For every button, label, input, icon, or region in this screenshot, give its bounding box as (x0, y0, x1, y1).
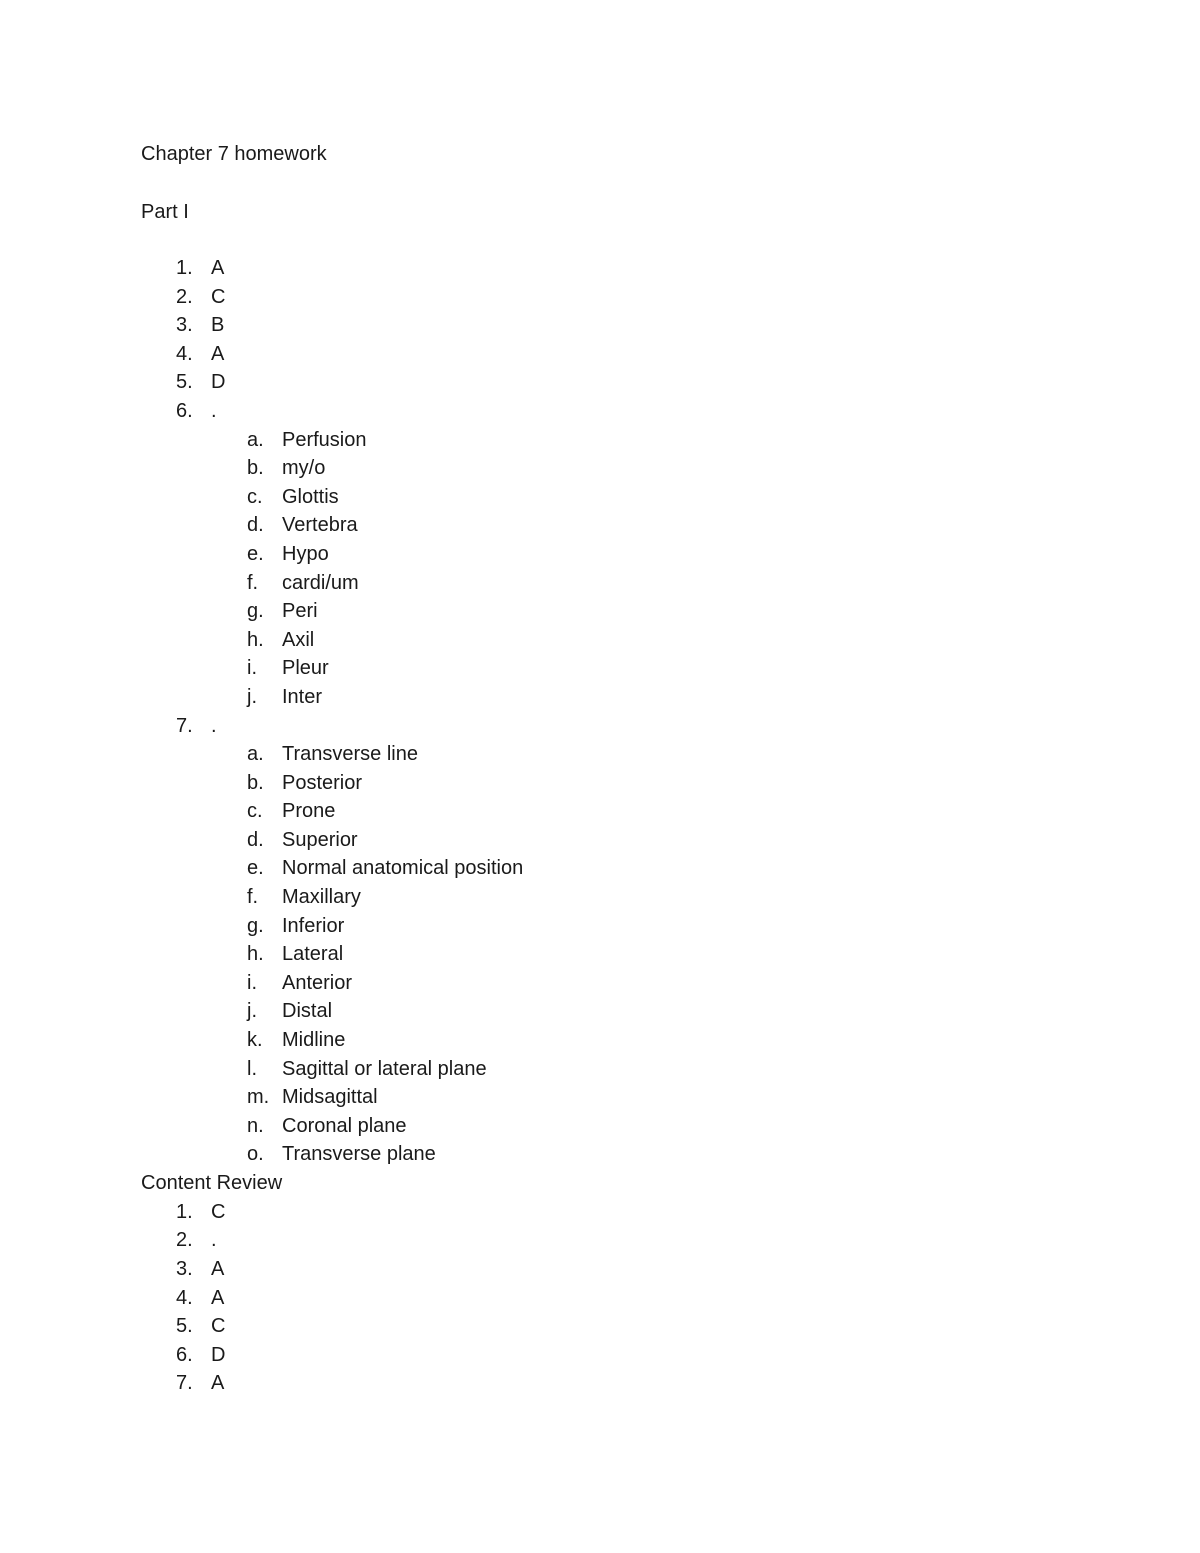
list-item-text: . (211, 1229, 217, 1252)
list-marker: 6. (176, 1343, 193, 1366)
list-item-text: C (211, 285, 226, 308)
list-marker: j. (247, 685, 257, 708)
list-marker: j. (247, 1000, 257, 1023)
list-item-text: D (211, 1343, 226, 1366)
list-item-text: Pleur (282, 657, 329, 680)
list-marker: 2. (176, 1229, 193, 1252)
list-marker: e. (247, 542, 264, 565)
list-marker: b. (247, 771, 264, 794)
list-item-text: Coronal plane (282, 1114, 407, 1137)
list-marker: f. (247, 571, 259, 594)
list-item-text: C (211, 1200, 226, 1223)
list-marker: 2. (176, 285, 193, 308)
list-marker: d. (247, 514, 264, 537)
list-marker: f. (247, 886, 259, 909)
list-item-text: Superior (282, 828, 358, 851)
list-item-text: A (211, 1257, 225, 1280)
list-marker: e. (247, 857, 264, 880)
list-item-text: Peri (282, 600, 318, 623)
list-marker: 7. (176, 1372, 193, 1395)
list-marker: l. (247, 1057, 257, 1080)
list-marker: d. (247, 828, 264, 851)
list-marker: c. (247, 800, 263, 823)
list-item-text: C (211, 1315, 226, 1338)
list-marker: 1. (176, 257, 193, 279)
list-marker: 3. (176, 314, 193, 337)
list-item-text: Perfusion (282, 428, 367, 451)
list-marker: i. (247, 657, 257, 680)
list-item-text: A (211, 1286, 225, 1309)
list-item-text: B (211, 314, 225, 337)
list-marker: n. (247, 1114, 264, 1137)
list-item-text: A (211, 257, 225, 279)
list-item-text: Lateral (282, 943, 344, 966)
list-item-text: Prone (282, 800, 336, 823)
list-marker: b. (247, 457, 264, 480)
list-item-text: Distal (282, 1000, 333, 1023)
list-item-text: Transverse plane (282, 1143, 436, 1166)
list-marker: 4. (176, 342, 193, 365)
list-marker: 5. (176, 1315, 193, 1338)
list-item-text: Axil (282, 628, 315, 651)
list-marker: 3. (176, 1257, 193, 1280)
list-item-text: Inferior (282, 914, 345, 937)
list-item-text: Vertebra (282, 514, 358, 537)
list-marker: 4. (176, 1286, 193, 1309)
list-item-text: Midline (282, 1029, 346, 1052)
list-marker: g. (247, 914, 264, 937)
list-marker: a. (247, 428, 264, 451)
list-marker: 5. (176, 371, 193, 394)
list-marker: 6. (176, 399, 193, 422)
list-item-text: Sagittal or lateral plane (282, 1057, 487, 1080)
list-item-text: cardi/um (282, 571, 359, 594)
part-one-heading: Part I (141, 201, 189, 223)
list-item-text: A (211, 342, 225, 365)
list-item-text: Posterior (282, 771, 363, 794)
list-item-text: Midsagittal (282, 1086, 378, 1109)
list-marker: a. (247, 743, 264, 766)
list-item-text: Normal anatomical position (282, 857, 524, 880)
list-marker: k. (247, 1029, 263, 1052)
list-marker: i. (247, 971, 257, 994)
list-marker: 1. (176, 1200, 193, 1223)
list-item-text: A (211, 1372, 225, 1395)
list-item-text: Maxillary (282, 886, 361, 909)
list-marker: o. (247, 1143, 264, 1166)
list-item-text: Glottis (282, 485, 339, 508)
list-item-text: Transverse line (282, 743, 418, 766)
document-title: Chapter 7 homework (141, 143, 327, 165)
list-item-text: D (211, 371, 226, 394)
content-review-heading: Content Review (141, 1172, 283, 1195)
list-marker: m. (247, 1086, 270, 1109)
list-marker: h. (247, 628, 264, 651)
list-item-text: . (211, 714, 217, 737)
list-marker: h. (247, 943, 264, 966)
list-marker: c. (247, 485, 263, 508)
list-item-text: . (211, 399, 217, 422)
list-item-text: Inter (282, 685, 323, 708)
list-item-text: Anterior (282, 971, 353, 994)
list-marker: g. (247, 600, 264, 623)
list-item-text: my/o (282, 457, 326, 480)
list-item-text: Hypo (282, 542, 329, 565)
list-marker: 7. (176, 714, 193, 737)
